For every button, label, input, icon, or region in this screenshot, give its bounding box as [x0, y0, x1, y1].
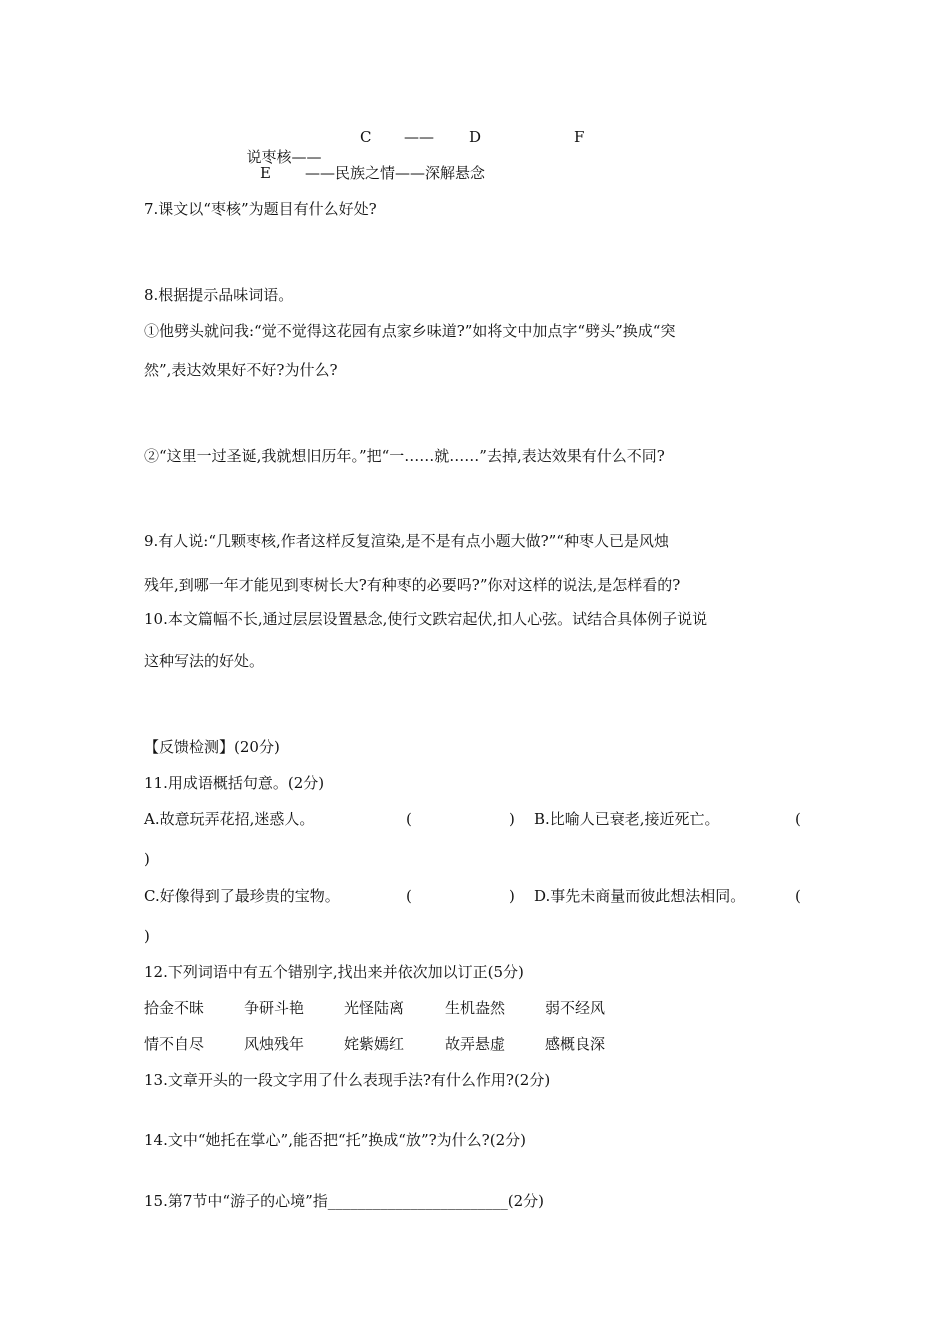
section-title: 【反馈检测】 — [144, 738, 235, 756]
answer-paren-open: ( — [406, 887, 412, 905]
word-item: 感概良深 — [545, 1035, 606, 1053]
answer-paren-close: ) — [144, 927, 150, 945]
diagram-node-c: C — [360, 128, 372, 146]
word-item: 故弄悬虚 — [445, 1035, 506, 1053]
question-11-title: 11.用成语概括句意。(2分) — [144, 774, 325, 792]
word-item: 情不自尽 — [144, 1035, 205, 1053]
word-item: 争研斗艳 — [244, 999, 305, 1017]
answer-paren-close: ) — [509, 810, 515, 828]
question-11-option-c: C.好像得到了最珍贵的宝物。 — [144, 887, 340, 905]
diagram-row-1 — [237, 127, 322, 167]
question-9-line2: 残年,到哪一年才能见到枣树长大?有种枣的必要吗?”你对这样的说法,是怎样看的? — [144, 576, 681, 594]
diagram-node-e: E — [260, 164, 271, 182]
diagram-start: 说枣核—— — [246, 148, 322, 166]
answer-blank[interactable]: ________________________ — [327, 1192, 508, 1210]
answer-paren-open: ( — [795, 887, 801, 905]
question-8-title: 8.根据提示品味词语。 — [144, 286, 294, 304]
question-15-label: 15.第7节中“游子的心境”指 — [144, 1192, 328, 1210]
diagram-node-f: F — [574, 128, 585, 146]
question-8-part1-line2: 然”,表达效果好不好?为什么? — [144, 361, 338, 379]
question-14: 14.文中“她托在掌心”,能否把“托”换成“放”?为什么?(2分) — [144, 1131, 526, 1149]
question-13: 13.文章开头的一段文字用了什么表现手法?有什么作用?(2分) — [144, 1071, 551, 1089]
section-header — [144, 737, 280, 757]
word-item: 光怪陆离 — [344, 999, 405, 1017]
word-item: 弱不经风 — [545, 999, 606, 1017]
question-9-line1: 9.有人说:“几颗枣核,作者这样反复渲染,是不是有点小题大做?”“种枣人已是风烛 — [144, 532, 669, 550]
word-item: 风烛残年 — [244, 1035, 305, 1053]
question-11-option-d: D.事先未商量而彼此想法相同。 — [534, 887, 746, 905]
word-item: 拾金不昧 — [144, 999, 205, 1017]
question-10-line1: 10.本文篇幅不长,通过层层设置悬念,使行文跌宕起伏,扣人心弦。试结合具体例子说说 — [144, 610, 708, 628]
diagram-node-d: D — [469, 128, 482, 146]
question-11-option-b: B.比喻人已衰老,接近死亡。 — [534, 810, 720, 828]
word-item: 姹紫嫣红 — [344, 1035, 405, 1053]
question-15 — [144, 1191, 544, 1211]
word-item: 生机盎然 — [445, 999, 506, 1017]
question-8-part1-line1: ①他劈头就问我:“觉不觉得这花园有点家乡味道?”如将文中加点字“劈头”换成“突 — [144, 322, 676, 340]
answer-paren-open: ( — [406, 810, 412, 828]
question-12-title: 12.下列词语中有五个错别字,找出来并依次加以订正(5分) — [144, 963, 524, 981]
question-7: 7.课文以“枣核”为题目有什么好处? — [144, 200, 377, 218]
question-11-option-a: A.故意玩弄花招,迷惑人。 — [144, 810, 315, 828]
question-8-part2: ②“这里一过圣诞,我就想旧历年。”把“一……就……”去掉,表达效果有什么不同? — [144, 447, 665, 465]
question-10-line2: 这种写法的好处。 — [144, 652, 265, 670]
section-score: (20分) — [234, 738, 280, 756]
diagram-row-2-rest: ——民族之情——深解悬念 — [305, 164, 486, 182]
answer-paren-open: ( — [795, 810, 801, 828]
diagram-dash: —— — [404, 128, 434, 146]
answer-paren-close: ) — [509, 887, 515, 905]
question-15-score: (2分) — [507, 1192, 544, 1210]
answer-paren-close: ) — [144, 850, 150, 868]
